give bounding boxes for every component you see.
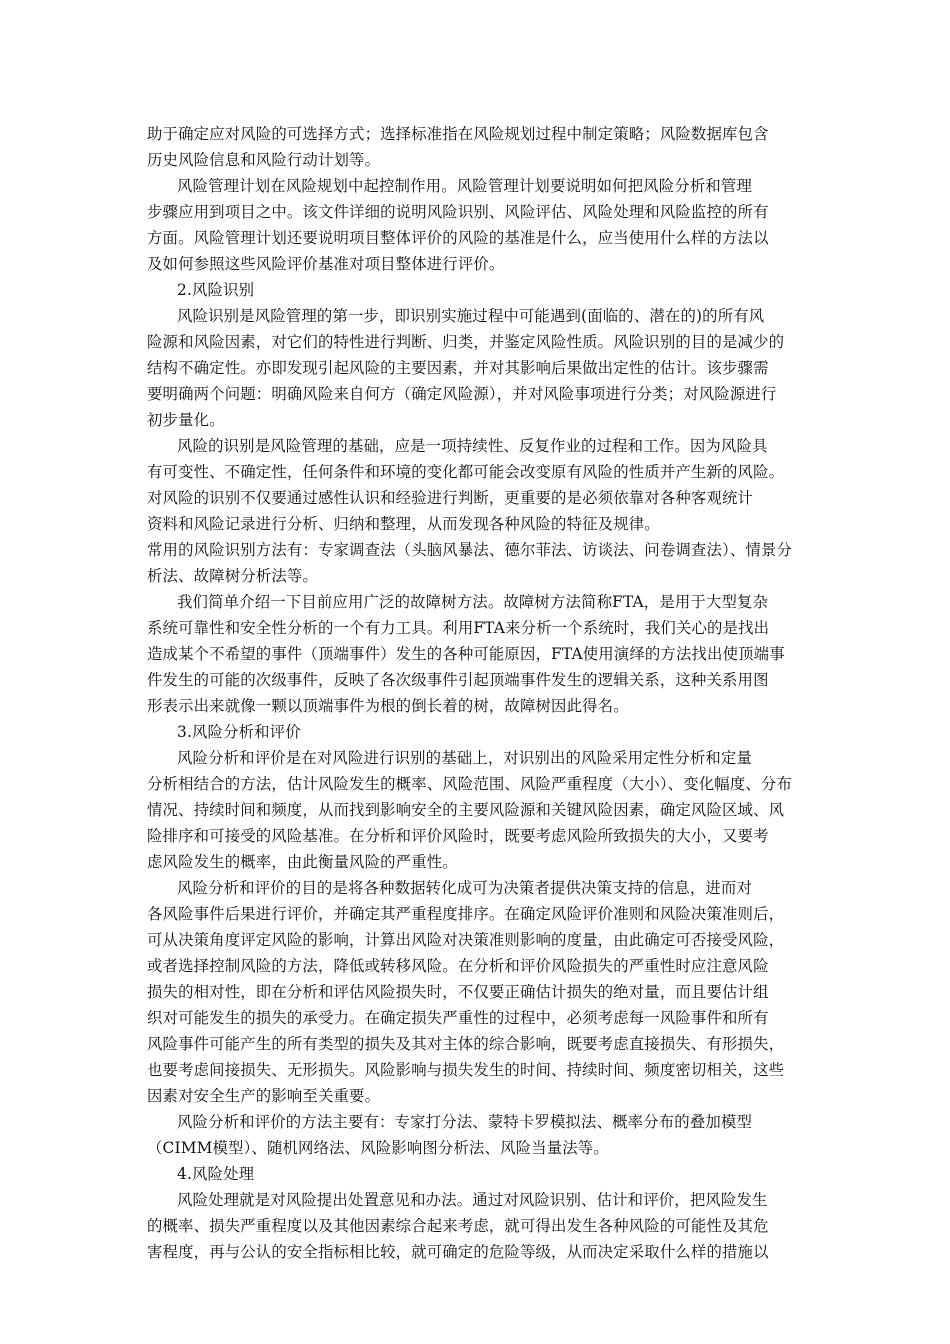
text-line: 也要考虑间接损失、无形损失。风险影响与损失发生的时间、持续时间、频度密切相关，这些	[147, 1061, 785, 1079]
section-heading: 3.风险分析和评价	[177, 723, 301, 741]
section-heading: 4.风险处理	[177, 1165, 255, 1183]
text-line: 步骤应用到项目之中。该文件详细的说明风险识别、风险评估、风险处理和风险监控的所有	[147, 203, 769, 221]
text-line: 资料和风险记录进行分析、归纳和整理，从而发现各种风险的特征及规律。	[147, 515, 660, 533]
text-line: 风险分析和评价的目的是将各种数据转化成可为决策者提供决策支持的信息，进而对	[177, 879, 753, 897]
text-line: 损失的相对性，即在分析和评估风险损失时，不仅要正确估计损失的绝对量，而且要估计组	[147, 983, 769, 1001]
text-line: 件发生的可能的次级事件，反映了各次级事件引起顶端事件发生的逻辑关系，这种关系用图	[147, 671, 769, 689]
text-line: 害程度，再与公认的安全指标相比较，就可确定的危险等级，从而决定采取什么样的措施以	[147, 1243, 769, 1261]
text-line: 分析相结合的方法，估计风险发生的概率、风险范围、风险严重程度（大小）、变化幅度、分布	[147, 775, 793, 793]
text-line: 或者选择控制风险的方法，降低或转移风险。在分析和评价风险损失的严重性时应注意风险	[147, 957, 769, 975]
text-line: 系统可靠性和安全性分析的一个有力工具。利用FTA来分析一个系统时，我们关心的是找出	[147, 619, 770, 637]
text-line: 风险的识别是风险管理的基础，应是一项持续性、反复作业的过程和工作。因为风险具	[177, 437, 768, 455]
text-line: 虑风险发生的概率，由此衡量风险的严重性。	[147, 853, 458, 871]
text-line: 我们简单介绍一下目前应用广泛的故障树方法。故障树方法简称FTA，是用于大型复杂	[177, 593, 769, 611]
text-line: 析法、故障树分析法等。	[147, 567, 318, 585]
text-line: 初步量化。	[147, 411, 225, 429]
text-line: 可从决策角度评定风险的影响，计算出风险对决策准则影响的度量，由此确定可否接受风险，	[147, 931, 785, 949]
text-line: 风险管理计划在风险规划中起控制作用。风险管理计划要说明如何把风险分析和管理	[177, 177, 753, 195]
text-line: 助于确定应对风险的可选择方式；选择标准指在风险规划过程中制定策略；风险数据库包含	[147, 125, 769, 143]
text-line: 的概率、损失严重程度以及其他因素综合起来考虑，就可得出发生各种风险的可能性及其危	[147, 1217, 769, 1235]
text-line: 结构不确定性。亦即发现引起风险的主要因素，并对其影响后果做出定性的估计。该步骤需	[147, 359, 769, 377]
text-line: 风险事件可能产生的所有类型的损失及其对主体的综合影响，既要考虑直接损失、有形损失，	[147, 1035, 785, 1053]
text-line: 对风险的识别不仅要通过感性认识和经验进行判断，更重要的是必须依靠对各种客观统计	[147, 489, 754, 507]
text-line: 形表示出来就像一颗以顶端事件为根的倒长着的树，故障树因此得名。	[147, 697, 629, 715]
text-line: 要明确两个问题：明确风险来自何方（确定风险源），并对风险事项进行分类；对风险源进行	[147, 385, 777, 403]
text-line: 织对可能发生的损失的承受力。在确定损失严重性的过程中，必须考虑每一风险事件和所有	[147, 1009, 769, 1027]
text-line: 险源和风险因素，对它们的特性进行判断、归类，并鉴定风险性质。风险识别的目的是减少的	[147, 333, 785, 351]
text-line: 方面。风险管理计划还要说明项目整体评价的风险的基准是什么，应当使用什么样的方法以	[147, 229, 769, 247]
text-line: 风险识别是风险管理的第一步，即识别实施过程中可能遇到(面临的、潜在的)的所有风	[177, 307, 765, 325]
text-line: 因素对安全生产的影响至关重要。	[147, 1087, 381, 1105]
text-line: 常用的风险识别方法有：专家调查法（头脑风暴法、德尔菲法、访谈法、问卷调查法）、情景分	[147, 541, 793, 559]
text-line: 及如何参照这些风险评价基准对项目整体进行评价。	[147, 255, 505, 273]
text-line: 风险处理就是对风险提出处置意见和办法。通过对风险识别、估计和评价，把风险发生	[177, 1191, 768, 1209]
text-line: 有可变性、不确定性，任何条件和环境的变化都可能会改变原有风险的性质并产生新的风险。	[147, 463, 785, 481]
text-line: 险排序和可接受的风险基准。在分析和评价风险时，既要考虑风险所致损失的大小，又要考	[147, 827, 769, 845]
text-line: 历史风险信息和风险行动计划等。	[147, 151, 381, 169]
text-line: 风险分析和评价是在对风险进行识别的基础上，对识别出的风险采用定性分析和定量	[177, 749, 753, 767]
text-line: 造成某个不希望的事件（顶端事件）发生的各种可能原因，FTA使用演绎的方法找出使顶端事	[147, 645, 785, 663]
text-line: 情况、持续时间和频度，从而找到影响安全的主要风险源和关键风险因素，确定风险区域、风	[147, 801, 785, 819]
section-heading: 2.风险识别	[177, 281, 255, 299]
text-line: 风险分析和评价的方法主要有：专家打分法、蒙特卡罗模拟法、概率分布的叠加模型	[177, 1113, 753, 1131]
text-line: 各风险事件后果进行评价，并确定其严重程度排序。在确定风险评价准则和风险决策准则后，	[147, 905, 785, 923]
text-line: （CIMM模型）、随机网络法、风险影响图分析法、风险当量法等。	[147, 1139, 609, 1157]
